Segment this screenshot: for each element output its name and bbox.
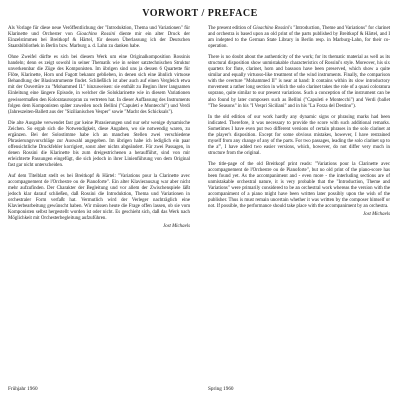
german-paragraph-1: Als Vorlage für diese neue Veröffentlichung der "Introduktion, Thema und Variationen" für Klarinette und Orchester von Gioachino Rossini diente mir ein alter Druck der Einzelstimmen bei Breitkopf & Härtel, für dessen Überlassung ich der Deutschen Staatsbibliothek in Berlin bzw. Marburg a. d. Lahn zu danken habe.: [8, 26, 190, 50]
german-date: Frühjahr 1960: [8, 386, 38, 392]
composer-name: Gioachino Rossini's: [252, 26, 292, 31]
composer-name: Gioachino Rossini: [76, 32, 116, 38]
german-paragraph-4: Auf dem Titelblatt stellt es bei Breitkopf & Härtel: "Variations pour la Clarinette avec accompagnement de l'Orchestre ou de Pianoforte". Ein alter Klavierauszug war aber nicht mehr aufzufinden. Der Charakter der Begleitung und vor allem der Zwischenspiele läßt jedoch klar darauf schließen, daß Rossini die Introduktion, Thema und Variationen in orchestraler Form verfaßt hat. Vermutlich wird der Verleger nachträglich eine Klavierbearbeitung gewünscht haben. Wir müssen heute die Frage offen lassen, ob sie vom Komponisten selbst hergestellt worden ist oder nicht. Es geschieht sich, daß das Werk nach Möglichkeit mit Orchesterbegleitung aufzuführen.: [8, 174, 190, 222]
german-paragraph-3: Die alte Ausgabe verwendet fast gar keine Phrasierungen und nur sehr wenige dynamische Zeichen. So ergab sich die Notwendigkeit, diese Angaben, wo sie notwendig waren, zu ergänzen. Bei der Solostimme habe ich an manchen Stellen zwei verschiedene Phrasierungsvorschläge zur Auswahl angegeben. Im übrigen habe ich lediglich ein paar offensichtliche Druckfehler korrigiert, sonst aber nichts abgeändert. Für zwei Passagen, in denen Rossini die Klarinette bis zum dreigestrichenen a heraufführt, sind von mir erleichterte Passungen eingefügt, die sich jedoch in ihrer Linienführung von dem Original fast gar nicht unterscheiden.: [8, 120, 190, 168]
english-paragraph-4: The title-page of the old Breitkopf print reads: "Variations pour la Clarinette avec accompagnement de l'Orchestre ou de Pianoforte", but no old print of the piano-score has been found yet. As the accompaniment and - even more - the interluding sections are of unmistakable orchestral nature, it is very probable that the "Introduction, Theme and Variations" were primarily considered to be an orchestral work whereas the version with the accompaniment of a piano might have been written later possibly upon the wish of the publisher. Thus is must remain uncertain whether it was written by the composer himself or not. If possible, the performance should take place with the accompaniment by an orchestra.: [208, 161, 390, 210]
english-paragraph-1: The present edition of Gioachino Rossini's "Introduction, Theme and Variations" for clarinet and orchestra is based upon an old print of the parts published by Breitkopf & Härtel, and I am indepted to the German State Library in Berlin resp. in Marburg-Lahn, for their co-operation.: [208, 26, 390, 50]
german-paragraph-2: Ohne Zweifel dürfte es sich bei diesem Werk um eine Originalkomposition Rossinis handeln; denn es zeigt sowohl in seiner Thematik wie in seiner satztechnischen Struktur unverkennbar die Züge des Komponisten. Im übrigen sind uns ja dessen 6 Quartette für Flöte, Klarinette, Horn und Fagott bekannt geblieben, in denen sich eine ähnlich virtuose Behandlung der Blasinstrumente findet. Schließlich ist aber auch auf einen Vergleich etwa mit der Ouvertüre zu "Mohammed II." hinzuweisen: sie enthält zu Beginn ihrer langsamen Einleitung eine längere Episode, in welcher die Soloklarinette wie in diesem Variationen gewissermaßen den Kolorataursopran zu vertreten hat. In dieser Auffassung des Instruments folgen dem Komponisten später zuweilen noch Bellini ("Capuleti e Montecchi") und Verdi (Jahreszeiten-Ballett aus der "Sizilianischen Vesper" sowie "Macht des Schicksals").: [8, 55, 190, 115]
english-signature: Jost Michaels: [362, 212, 390, 218]
english-paragraph-3: In the old edition of our work hardly any dynamic signs or phrasing marks had been indicated. Therefore, it was necessary to provide the score with such additional remarks. Sometimes I have even put two different versions of certain phrases in the solo clarinet at the player's disposition. Except for some obvious mistakes, however, I have restrained myself from any change of any of the parts. For two passages, leading the solo clarinet up to the a''', I have added two easier versions, which, however, do not differ very much in structure from the original.: [208, 114, 390, 156]
english-paragraph-2: There is no doubt about the authenticity of the work; for its thematic material as well as its structural disposition show unmistakable characteristics of Rossini's style. Moreover, his six quartets for flute, clarinet, horn and bassoon have been preserved, which show a quite similar and equally virtuoso-like treatment of the wind instruments. Finally, the comparison with the overture "Mohammed II" is near at hand: It contains within its slow introductory movement a rather long section in which the solo clarinet takes the role of a quasi coloratura soprano, quite similar to our present variations. Such a conception of the instrument can be also found by later composers such as Bellini ("Capuleti e Montecchi") and Verdi (ballet "The Seasons" in his "I Vespri Siciliani" and in his "La Forza del Destino").: [208, 55, 390, 109]
english-column: [208, 26, 390, 218]
german-column: [8, 26, 190, 230]
german-signature: Jost Michaels: [162, 224, 190, 230]
english-date: Spring 1960: [208, 386, 234, 392]
page-title: VORWORT / PREFACE: [142, 8, 258, 19]
